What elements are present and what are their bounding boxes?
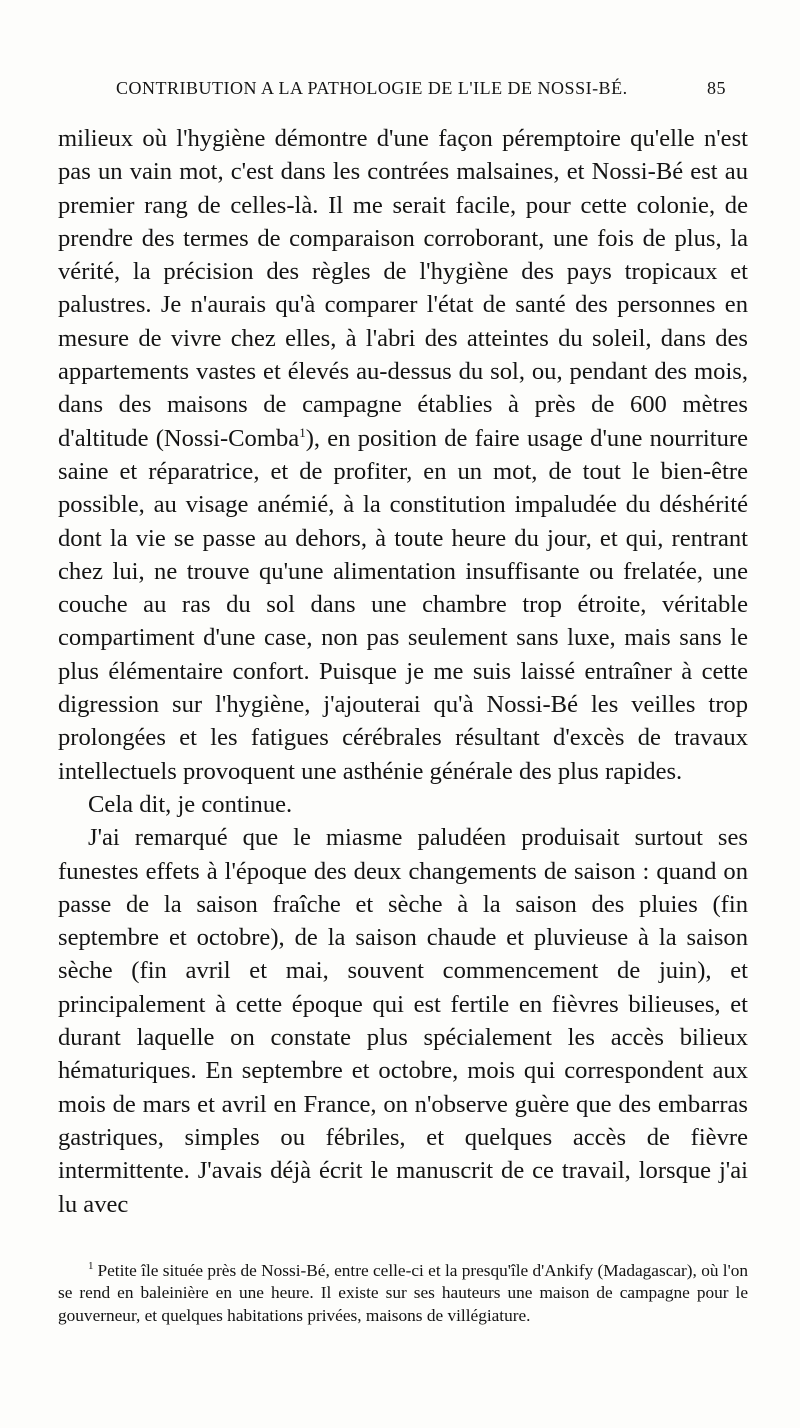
footnote-mark: 1 [88,1260,94,1273]
paragraph-3: J'ai remarqué que le miasme paludéen produisait surtout ses funestes effets à l'époque des deux changements de saison : quand on passe de la saison fraîche et sèche à la saison des pluies (fin septembre et octobre), de la saison chaude et pluvieuse à la saison sèche (fin avril et mai, souvent commencement de juin), et principalement à cette époque qui est fertile en fièvres bilieuses, et durant laquelle on constate plus spécialement les accès bilieux hématuriques. En septembre et octobre, mois qui correspondent aux mois de mars et avril en France, on n'observe guère que des embarras gastriques, simples ou fébriles, et quelques accès de fièvre intermittente. J'avais déjà écrit le manuscrit de ce travail, lorsque j'ai lu avec [58,824,748,1218]
paragraph-2: Cela dit, je continue. [88,790,293,818]
main-text [58,122,748,1221]
footnote-reference: 1 [299,424,306,440]
paragraph-1 [58,122,748,788]
footnote [58,1260,748,1327]
paragraph-1-text-b: ), en position de faire usage d'une nourriture saine et réparatrice, et de profiter, en un mot, de tout le bien-être possible, au visage anémié, à la constitution impaludée du déshérité dont la vie se passe au dehors, à toute heure du jour, et qui, rentrant chez lui, ne trouve qu'une alimentation insuffisante ou frelatée, une couche au ras du sol dans une chambre trop étroite, véritable compartiment d'une case, non pas seulement sans luxe, mais sans le plus élémentaire confort. Puisque je me suis laissé entraîner à cette digression sur l'hygiène, j'ajouterai qu'à Nossi-Bé les veilles trop prolongées et les fatigues cérébrales résultant d'excès de travaux intellectuels provoquent une asthénie générale des plus rapides. [58,424,748,785]
paragraph-1-text-a: milieux où l'hygiène démontre d'une façon péremptoire qu'elle n'est pas un vain mot, c'est dans les contrées malsaines, et Nossi-Bé est au premier rang de celles-là. Il me serait facile, pour cette colonie, de prendre des termes de comparaison corroborant, une fois de plus, la vérité, la précision des règles de l'hygiène des pays tropicaux et palustres. Je n'aurais qu'à comparer l'état de santé des personnes en mesure de vivre chez elles, à l'abri des atteintes du soleil, dans des appartements vastes et élevés au-dessus du sol, ou, pendant des mois, dans des maisons de campagne établies à près de 600 mètres d'altitude (Nossi-Comba [58,125,748,452]
page-number: 85 [707,78,726,98]
page-header [116,78,726,104]
running-title: CONTRIBUTION A LA PATHOLOGIE DE L'ILE DE NOSSI-BÉ. [116,78,628,98]
footnote-text: Petite île située près de Nossi-Bé, entre celle-ci et la presqu'île d'Ankify (Madagascar), où l'on se rend en baleinière en une heure. Il existe sur ses hauteurs une maison de campagne pour le gouverneur, et quelques habitations privées, maisons de villégiature. [58,1261,748,1325]
